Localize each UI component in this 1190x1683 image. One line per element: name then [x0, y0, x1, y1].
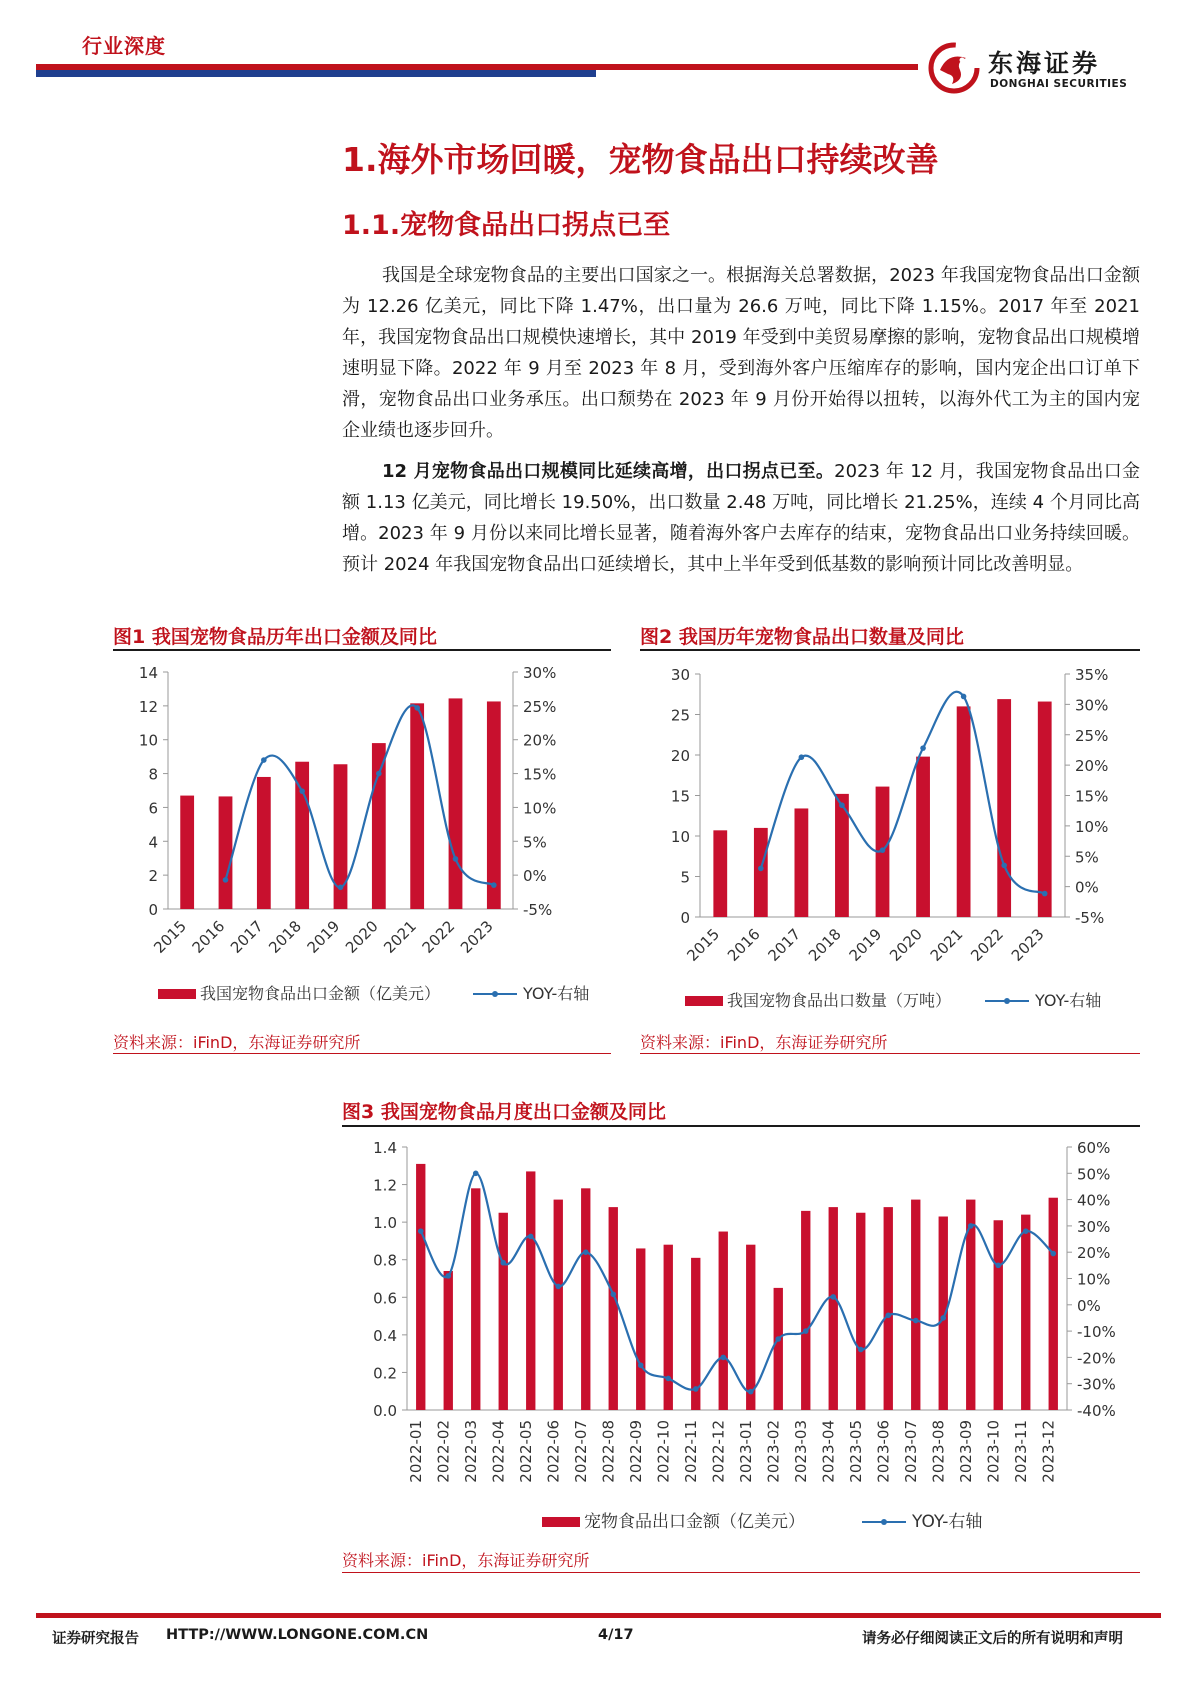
x-tick-label-2016: 2016	[188, 917, 229, 957]
right-axis-tick-label: 30%	[523, 664, 557, 682]
left-axis-tick-label: 20	[670, 747, 690, 765]
x-tick-label-2022-09: 2022-09	[626, 1420, 645, 1483]
x-tick-label-2015: 2015	[150, 917, 190, 957]
bar-2022-04	[499, 1213, 508, 1410]
x-tick-label-2021: 2021	[926, 925, 967, 965]
right-axis-tick-label: -10%	[1077, 1323, 1116, 1342]
yoy-point	[799, 754, 805, 760]
x-tick-label-2023-11: 2023-11	[1011, 1420, 1030, 1483]
x-tick-label-2023-06: 2023-06	[874, 1420, 893, 1483]
right-axis-tick-label: 50%	[1077, 1165, 1111, 1184]
x-tick-label-2023-10: 2023-10	[984, 1420, 1003, 1483]
right-axis-tick-label: 30%	[1077, 1217, 1111, 1236]
x-tick-label-2019: 2019	[303, 917, 344, 957]
bar-2022-02	[444, 1271, 453, 1410]
bar-2023-07	[911, 1200, 920, 1410]
bar-2022-10	[664, 1245, 673, 1410]
x-tick-label-2022-07: 2022-07	[571, 1420, 590, 1483]
yoy-point	[500, 1260, 506, 1266]
right-axis-tick-label: 10%	[1077, 1270, 1111, 1289]
yoy-point	[445, 1273, 451, 1279]
figure-2-title: 图2 我国历年宠物食品出口数量及同比	[640, 626, 964, 648]
bar-2020	[916, 757, 930, 917]
yoy-point	[528, 1234, 534, 1240]
x-tick-label-2022-02: 2022-02	[434, 1420, 453, 1483]
yoy-point	[223, 877, 229, 883]
figure-3-bottom-rule	[342, 1572, 1140, 1573]
subsection-heading: 1.1.宠物食品出口拐点已至	[342, 210, 671, 241]
yoy-point	[418, 1228, 424, 1234]
x-tick-label-2023-04: 2023-04	[819, 1420, 838, 1483]
legend-line-label: YOY-右轴	[1035, 991, 1102, 1010]
bar-2015	[180, 796, 194, 909]
right-axis-tick-label: 20%	[1075, 757, 1109, 776]
left-axis-tick-label: 0.2	[373, 1364, 397, 1383]
bar-2016	[754, 828, 768, 917]
left-axis-tick-label: 0.4	[373, 1326, 397, 1345]
right-axis-tick-label: -5%	[1075, 909, 1105, 927]
bar-2022-06	[554, 1200, 563, 1410]
figure-3-chart	[342, 1128, 1140, 1540]
yoy-point	[299, 788, 305, 794]
yoy-point	[693, 1386, 699, 1392]
figure-1-bottom-rule	[113, 1053, 611, 1054]
right-axis-tick-label: -5%	[523, 901, 553, 919]
legend-bar-swatch	[158, 989, 196, 999]
figure-2-chart	[640, 652, 1140, 1022]
left-axis-tick-label: 1.0	[373, 1214, 397, 1233]
legend-bar-swatch	[685, 996, 723, 1006]
yoy-point	[748, 1389, 754, 1395]
x-tick-label-2018: 2018	[265, 917, 305, 957]
right-axis-tick-label: 5%	[1075, 848, 1099, 867]
right-axis-tick-label: 40%	[1077, 1191, 1111, 1210]
bar-2023	[487, 701, 501, 909]
x-tick-label-2018: 2018	[805, 925, 845, 965]
bar-2017	[257, 777, 271, 909]
yoy-point	[803, 1328, 809, 1334]
yoy-point	[1001, 863, 1007, 869]
yoy-point	[638, 1362, 644, 1368]
left-axis-tick-label: 1.4	[373, 1139, 397, 1157]
right-axis-tick-label: 0%	[1075, 878, 1099, 897]
bar-2020	[372, 743, 386, 909]
body-paragraph-1: 我国是全球宠物食品的主要出口国家之一。根据海关总署数据，2023 年我国宠物食品出口金额为 12.26 亿美元，同比下降 1.47%，出口量为 26.6 万吨，同比下降 1.15%。2017 年至 2021 年，我国宠物食品出口规模快速增长，其中 2019 年受到中美贸易摩擦的影响，宠物食品出口规模增速明显下降。2022 年 9 月至 2023 年 8 月，受到海外客户压缩库存的影响，国内宠企出口订单下滑，宠物食品出口业务承压。出口颓势在 2023 年 9 月份开始得以扭转，以海外代工为主的国内宠企业绩也逐步回升。	[342, 265, 1140, 441]
figure-3-source: 资料来源：iFinD，东海证券研究所	[342, 1551, 590, 1570]
section-heading: 1.海外市场回暖，宠物食品出口持续改善	[342, 140, 939, 179]
x-tick-label-2020: 2020	[341, 917, 382, 957]
yoy-point	[720, 1355, 726, 1361]
yoy-point	[583, 1249, 589, 1255]
bar-2023-05	[856, 1213, 865, 1410]
x-tick-label-2023-07: 2023-07	[901, 1420, 920, 1483]
right-axis-tick-label: -20%	[1077, 1349, 1116, 1368]
bar-2022	[449, 698, 463, 909]
right-axis-tick-label: 15%	[1075, 787, 1109, 806]
left-axis-tick-label: 2	[148, 867, 158, 886]
footer-disclaimer: 请务必仔细阅读正文后的所有说明和声明	[862, 1631, 1123, 1647]
figure-1-top-rule	[113, 649, 611, 651]
legend-line-label: YOY-右轴	[523, 984, 590, 1003]
left-axis-tick-label: 0	[148, 901, 158, 919]
left-axis-tick-label: 0.0	[373, 1402, 397, 1420]
yoy-point	[830, 1294, 836, 1300]
left-axis-tick-label: 0.8	[373, 1251, 397, 1270]
yoy-point	[665, 1376, 671, 1382]
bar-2023-03	[801, 1211, 810, 1410]
right-axis-tick-label: -30%	[1077, 1375, 1116, 1394]
header-rule-blue	[36, 70, 596, 77]
x-tick-label-2022-05: 2022-05	[516, 1420, 535, 1483]
yoy-point	[1050, 1251, 1056, 1257]
footer-report-type: 证券研究报告	[52, 1631, 139, 1647]
yoy-point	[995, 1263, 1001, 1269]
yoy-point	[920, 745, 926, 751]
bar-2022-12	[719, 1232, 728, 1410]
x-tick-label-2023-09: 2023-09	[956, 1420, 975, 1483]
bar-2015	[713, 830, 727, 917]
bar-2023	[1038, 702, 1052, 917]
x-tick-label-2023-01: 2023-01	[736, 1420, 755, 1483]
x-tick-label-2022-11: 2022-11	[681, 1420, 700, 1483]
x-tick-label-2023-03: 2023-03	[791, 1420, 810, 1483]
right-axis-tick-label: 20%	[523, 731, 557, 750]
figure-1-title: 图1 我国宠物食品历年出口金额及同比	[113, 626, 437, 648]
right-axis-tick-label: -40%	[1077, 1402, 1116, 1420]
x-tick-label-2022-10: 2022-10	[654, 1420, 673, 1483]
legend-bar-label: 我国宠物食品出口金额（亿美元）	[200, 984, 441, 1003]
x-tick-label-2022-06: 2022-06	[544, 1420, 563, 1483]
yoy-point	[880, 847, 886, 853]
yoy-point	[858, 1347, 864, 1353]
right-axis-tick-label: 25%	[1075, 726, 1109, 745]
x-tick-label-2017: 2017	[764, 925, 805, 965]
x-tick-label-2015: 2015	[683, 925, 724, 965]
x-tick-label-2022-12: 2022-12	[709, 1420, 728, 1483]
right-axis-tick-label: 10%	[1075, 817, 1109, 836]
legend-line-marker	[881, 1519, 887, 1525]
x-tick-label-2023: 2023	[1007, 925, 1048, 965]
paragraph-body: 2023 年 12 月，我国宠物食品出口金额 1.13 亿美元，同比增长 19.50%，出口数量 2.48 万吨，同比增长 21.25%，连续 4 个月同比高增。2023 年 9 月份以来同比增长显著，随着海外客户去库存的结束，宠物食品出口业务持续回暖。预计 2024 年我国宠物食品出口延续增长，其中上半年受到低基数的影响预计同比改善明显。	[342, 461, 1140, 575]
bar-2023-01	[746, 1245, 755, 1410]
left-axis-tick-label: 10	[138, 731, 158, 750]
yoy-point	[758, 866, 764, 872]
bar-2023-04	[829, 1207, 838, 1410]
right-axis-tick-label: 60%	[1077, 1139, 1111, 1157]
right-axis-tick-label: 0%	[523, 867, 547, 886]
bar-2021	[410, 703, 424, 909]
x-tick-label-2022: 2022	[418, 917, 459, 957]
legend-line-marker	[1004, 998, 1010, 1004]
yoy-point	[1023, 1228, 1029, 1234]
header-category-tag: 行业深度	[82, 34, 166, 58]
x-tick-label-2023-08: 2023-08	[929, 1420, 948, 1483]
x-tick-label-2022-01: 2022-01	[406, 1420, 425, 1483]
bar-2021	[957, 706, 971, 917]
footer-page-number: 4/17	[598, 1627, 634, 1643]
yoy-point	[610, 1291, 616, 1297]
x-tick-label-2022-08: 2022-08	[599, 1420, 618, 1483]
x-tick-label-2023-02: 2023-02	[764, 1420, 783, 1483]
x-tick-label-2023-05: 2023-05	[846, 1420, 865, 1483]
bar-2022-07	[581, 1188, 590, 1410]
left-axis-tick-label: 4	[148, 833, 158, 852]
left-axis-tick-label: 1.2	[373, 1176, 397, 1195]
bar-2023-11	[1021, 1215, 1030, 1410]
footer-rule	[36, 1613, 1161, 1618]
yoy-point	[453, 856, 459, 862]
yoy-point	[473, 1171, 479, 1177]
yoy-point	[555, 1284, 561, 1290]
logo-english-name: DONGHAI SECURITIES	[990, 78, 1128, 90]
legend-line-marker	[492, 991, 498, 997]
left-axis-tick-label: 0	[680, 909, 690, 927]
left-axis-tick-label: 14	[138, 664, 158, 682]
legend-line-label: YOY-右轴	[912, 1512, 983, 1532]
footer-website-link[interactable]: HTTP://WWW.LONGONE.COM.CN	[166, 1627, 429, 1643]
bar-2023-12	[1049, 1198, 1058, 1410]
right-axis-tick-label: 10%	[523, 799, 557, 818]
figure-3-title: 图3 我国宠物食品月度出口金额及同比	[342, 1101, 666, 1123]
right-axis-tick-label: 30%	[1075, 696, 1109, 715]
yoy-point	[414, 705, 420, 711]
bar-2017	[794, 808, 808, 917]
x-tick-label-2020: 2020	[886, 925, 926, 965]
x-tick-label-2016: 2016	[723, 925, 764, 965]
yoy-point	[961, 694, 967, 700]
x-tick-label-2023: 2023	[456, 917, 497, 957]
legend-bar-label: 宠物食品出口金额（亿美元）	[584, 1512, 805, 1532]
right-axis-tick-label: 20%	[1077, 1244, 1111, 1263]
yoy-point	[913, 1318, 919, 1324]
left-axis-tick-label: 8	[148, 765, 158, 784]
yoy-point	[338, 885, 344, 891]
x-tick-label-2019: 2019	[845, 925, 886, 965]
bar-2022-05	[526, 1171, 535, 1410]
dragon-emblem-icon	[926, 40, 982, 96]
logo-chinese-name: 东海证券	[988, 49, 1101, 78]
figure-2-top-rule	[640, 649, 1140, 651]
right-axis-tick-label: 5%	[523, 833, 547, 852]
x-tick-label-2022-03: 2022-03	[461, 1420, 480, 1483]
bar-2023-10	[994, 1220, 1003, 1410]
body-paragraph-2	[342, 456, 1140, 580]
figure-3-top-rule	[342, 1125, 1140, 1127]
left-axis-tick-label: 25	[670, 706, 690, 725]
yoy-point	[968, 1223, 974, 1229]
left-axis-tick-label: 10	[670, 828, 690, 846]
yoy-point	[940, 1315, 946, 1321]
yoy-point	[885, 1313, 891, 1319]
bar-2023-02	[774, 1288, 783, 1410]
figure-1-chart	[113, 652, 613, 1022]
right-axis-tick-label: 35%	[1075, 666, 1109, 684]
bar-2022-08	[609, 1207, 618, 1410]
bar-2023-06	[884, 1207, 893, 1410]
left-axis-tick-label: 15	[670, 787, 690, 806]
figure-2-source: 资料来源：iFinD，东海证券研究所	[640, 1033, 888, 1052]
legend-bar-label: 我国宠物食品出口数量（万吨）	[727, 991, 952, 1010]
yoy-point	[839, 802, 845, 808]
left-axis-tick-label: 12	[138, 697, 158, 716]
yoy-point	[1042, 891, 1048, 897]
x-tick-label-2022-04: 2022-04	[489, 1420, 508, 1483]
bar-2022-03	[471, 1188, 480, 1410]
bar-2023-08	[939, 1217, 948, 1410]
left-axis-tick-label: 6	[148, 799, 158, 818]
yoy-point	[775, 1336, 781, 1342]
company-logo	[918, 38, 1168, 98]
left-axis-tick-label: 5	[680, 868, 690, 887]
left-axis-tick-label: 0.6	[373, 1289, 397, 1308]
x-tick-label-2023-12: 2023-12	[1039, 1420, 1058, 1483]
yoy-point	[491, 882, 497, 888]
right-axis-tick-label: 0%	[1077, 1296, 1101, 1315]
right-axis-tick-label: 25%	[523, 697, 557, 716]
figure-2-bottom-rule	[640, 1053, 1140, 1054]
x-tick-label-2021: 2021	[380, 917, 420, 957]
yoy-point	[261, 757, 267, 763]
figure-1-source: 资料来源：iFinD，东海证券研究所	[113, 1033, 361, 1052]
yoy-point	[376, 771, 382, 777]
bar-2022	[997, 699, 1011, 917]
bar-2022-01	[416, 1164, 425, 1410]
bar-2016	[219, 796, 233, 909]
left-axis-tick-label: 30	[670, 666, 690, 684]
paragraph-lead-bold: 12 月宠物食品出口规模同比延续高增，出口拐点已至。	[382, 461, 835, 482]
bar-2022-09	[636, 1248, 645, 1410]
right-axis-tick-label: 15%	[523, 765, 557, 784]
yoy-line	[421, 1173, 1054, 1392]
x-tick-label-2017: 2017	[226, 917, 267, 957]
x-tick-label-2022: 2022	[967, 925, 1007, 965]
legend-bar-swatch	[542, 1517, 580, 1527]
